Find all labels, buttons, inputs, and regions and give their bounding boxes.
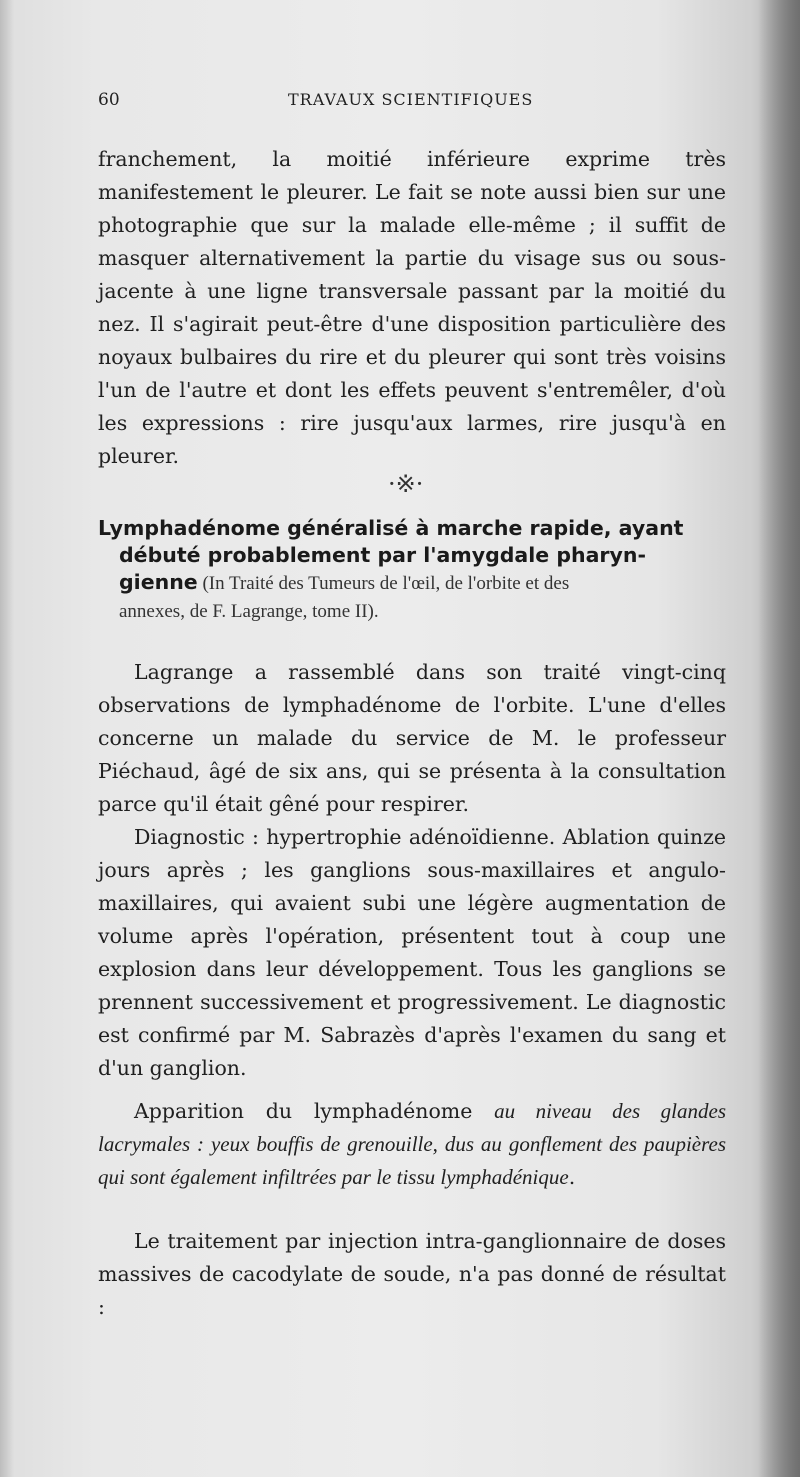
page-number: 60 — [98, 90, 120, 110]
paragraph-diagnostic: Diagnostic : hypertrophie adénoïdienne. Ablation quinze jours après ; les ganglions sous-maxillaires et angulo-maxillaires, qui avaient subi une légère augmentation de volume après l'opération, présentent tout à coup une explosion dans leur développement. Tous les ganglions se prennent successivement et progressivement. Le diagnostic est confirmé par M. Sabrazès d'après l'examen du sang et d'un ganglion. — [98, 825, 726, 1080]
section-title-line-2: débuté probablement par l'amygdale pharyn- — [119, 543, 647, 567]
apparition-lead: Apparition du lymphadénome — [134, 1099, 495, 1123]
paragraph-lagrange: Lagrange a rassemblé dans son traité vingt-cinq observations de lymphadénome de l'orbite. L'une d'elles concerne un malade du service de M. le professeur Piéchaud, âgé de six ans, qui se présenta à la consultation parce qu'il était gêné pour respirer. — [98, 660, 726, 816]
paragraph-traitement: Le traitement par injection intra-ganglionnaire de doses massives de cacodylate de soude, n'a pas donné de résultat : — [98, 1229, 726, 1319]
apparition-end: . — [568, 1165, 576, 1189]
running-head-title: TRAVAUX SCIENTIFIQUES — [288, 90, 534, 109]
section-reference-2: annexes, de F. Lagrange, tome II). — [119, 601, 379, 622]
section-title-line-3: gienne — [119, 570, 198, 594]
section-heading — [98, 515, 728, 625]
paragraph-apparition — [98, 1095, 726, 1194]
paragraph-continuation: franchement, la moitié inférieure exprime très manifestement le pleurer. Le fait se note aussi bien sur une photographie que sur la malade elle-même ; il suffit de masquer alternativement la partie du visage sus ou sous-jacente à une ligne transversale passant par la moitié du nez. Il s'agirait peut-être d'une disposition particulière des noyaux bulbaires du rire et du pleurer qui sont très voisins l'un de l'autre et dont les effets peuvent s'entremêler, d'où les expressions : rire jusqu'aux larmes, rire jusqu'à en pleurer. — [98, 147, 726, 468]
section-ornament: ·※· — [388, 470, 424, 498]
section-reference-1: (In Traité des Tumeurs de l'œil, de l'orbite et des — [197, 573, 570, 594]
running-head — [98, 90, 728, 114]
apparition-italic: au niveau des glandes lacrymales : yeux bouffis de grenouille, dus au gonflement des paupières qui sont également infiltrées par le tissu lymphadénique — [98, 1099, 727, 1189]
section-title-line-1: Lymphadénome généralisé à marche rapide, ayant — [98, 516, 684, 540]
